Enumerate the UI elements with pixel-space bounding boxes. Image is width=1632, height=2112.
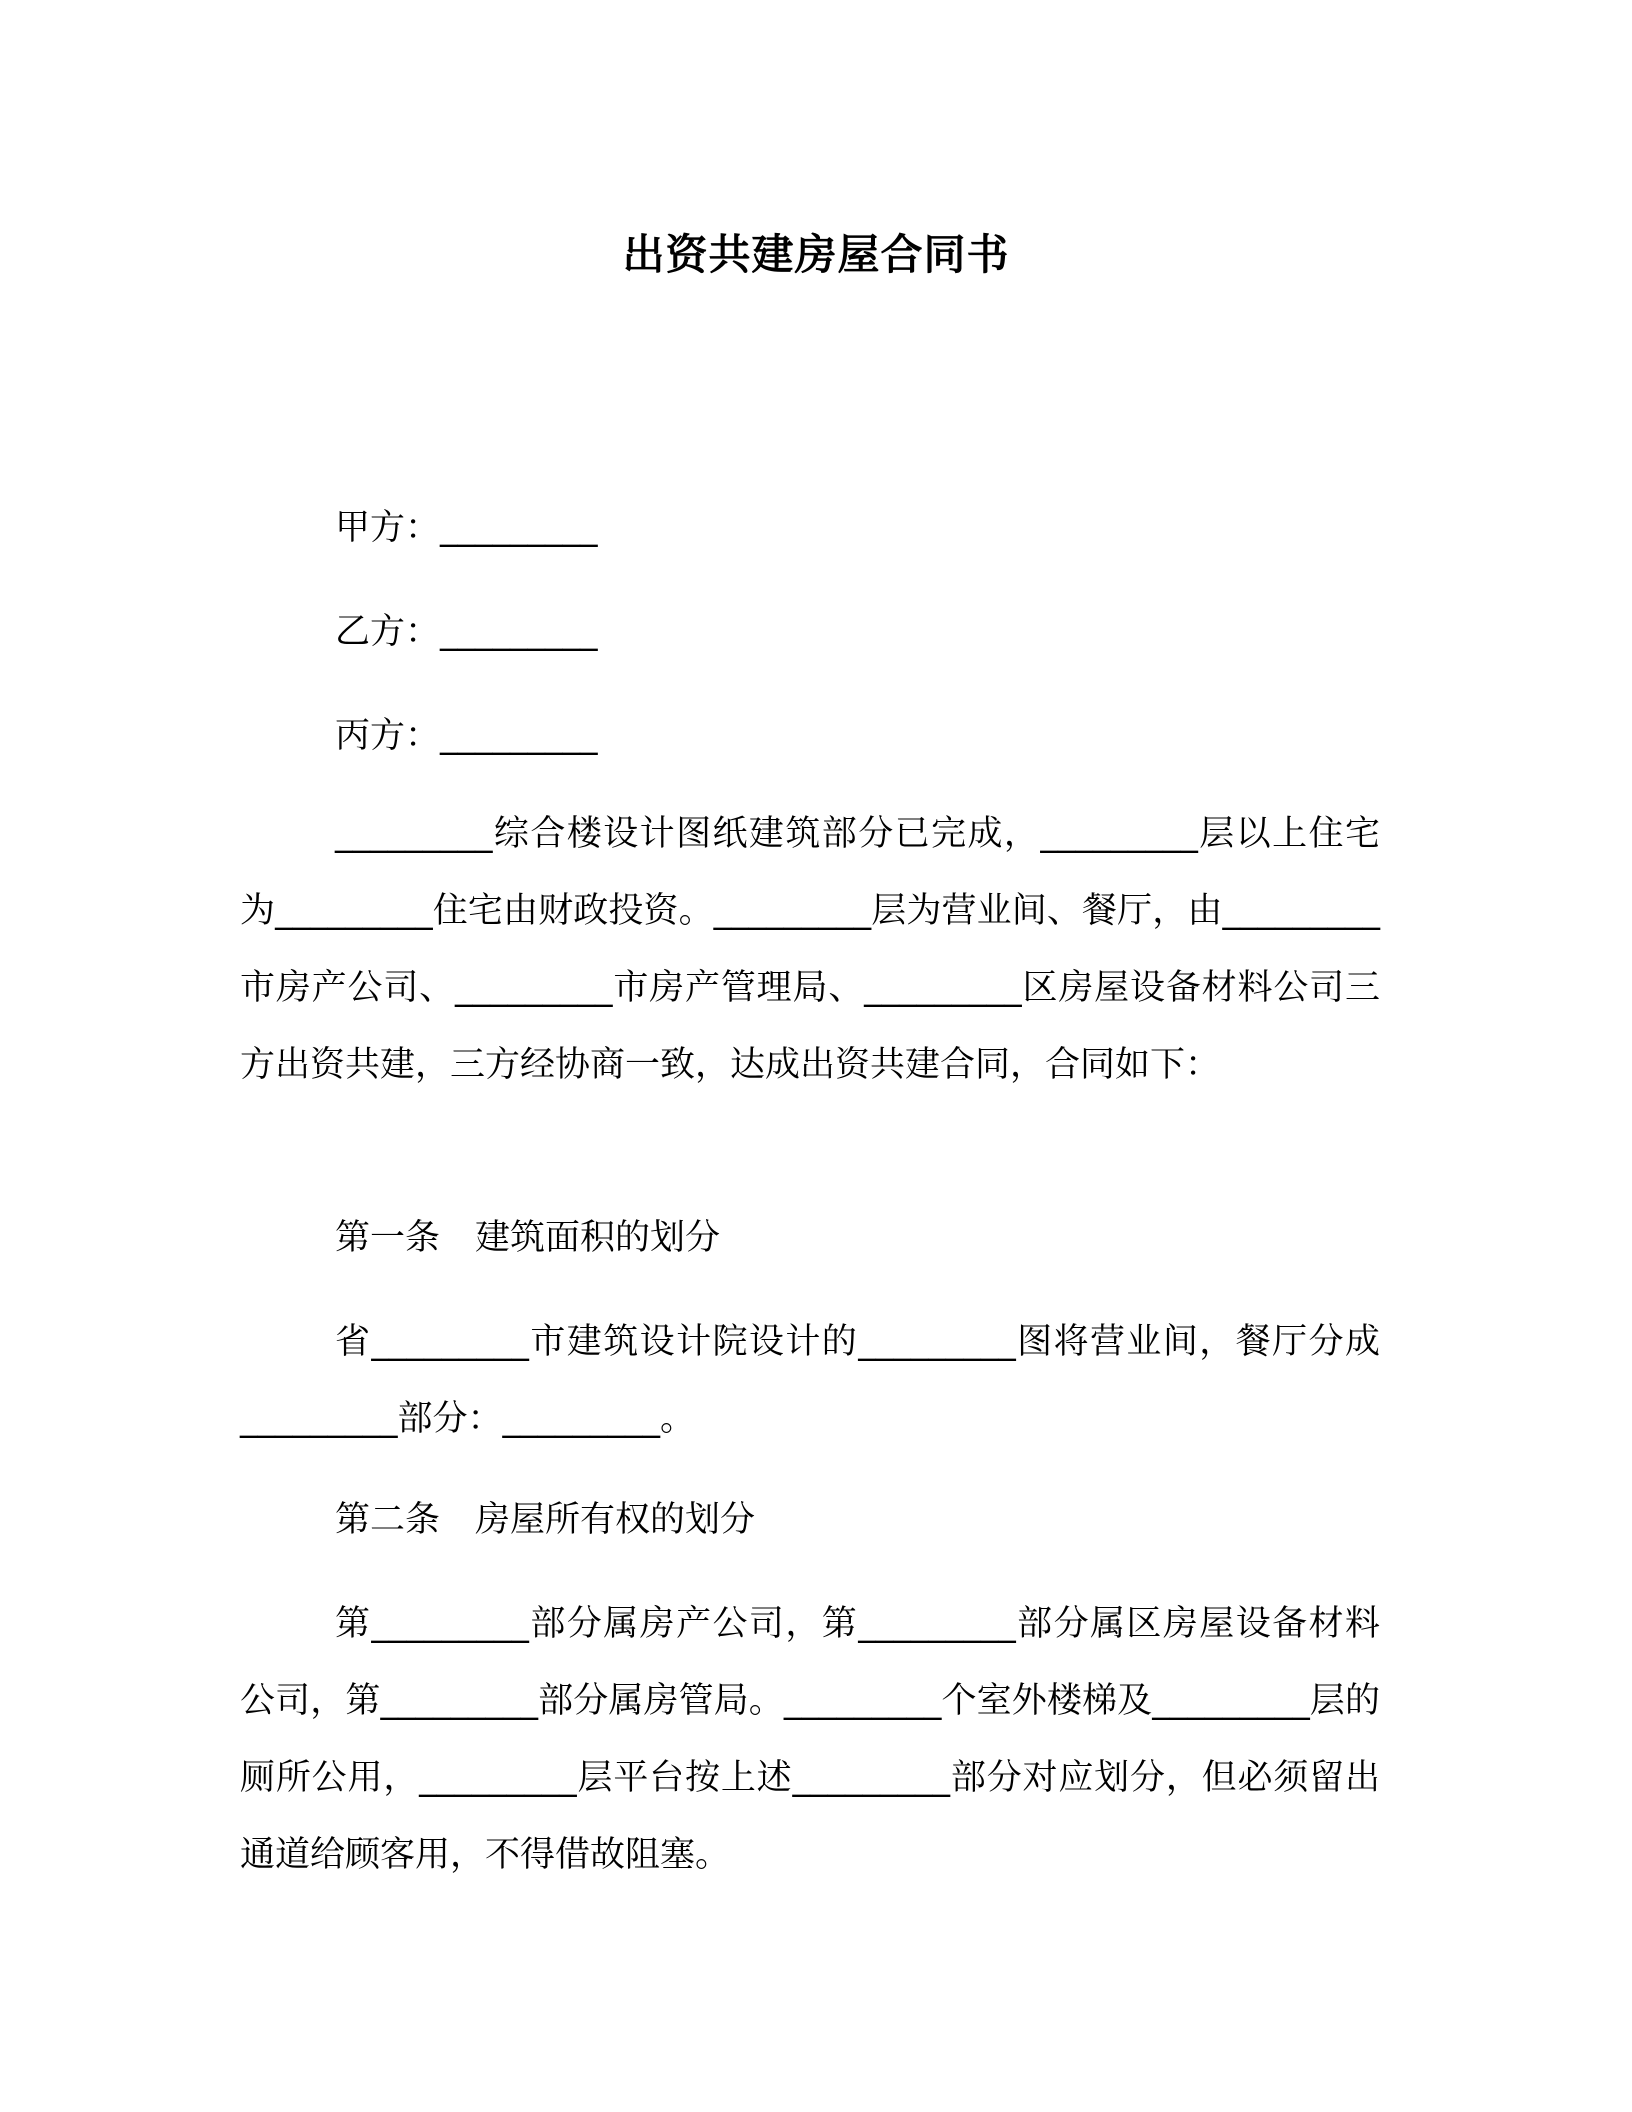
- party-c-line: 丙方：_________: [335, 716, 598, 756]
- party-a-line: 甲方：_________: [335, 508, 598, 548]
- article-2-heading: 第二条 房屋所有权的划分: [335, 1500, 756, 1540]
- document-title: 出资共建房屋合同书: [622, 230, 1010, 279]
- article-1-heading: 第一条 建筑面积的划分: [335, 1218, 721, 1258]
- article-2-text: 第_________部分属房产公司，第_________部分属区房屋设备材料公司，第_________部分属房管局。_________个室外楼梯及_________层的厕所公用，_________层平台按上述_________部分对应划分，但必须留出通道给顾客用，不得借故阻塞。: [240, 1604, 1380, 1875]
- article-1-text: 省_________市建筑设计院设计的_________图将营业间，餐厅分成_________部分：_________。: [240, 1322, 1380, 1439]
- intro-paragraph: _________综合楼设计图纸建筑部分已完成，_________层以上住宅为_________住宅由财政投资。_________层为营业间、餐厅，由_________市房产公司、_________市房产管理局、_________区房屋设备材料公司三方出资共建，三方经协商一致，达成出资共建合同，合同如下：: [240, 814, 1380, 1085]
- party-b-line: 乙方：_________: [335, 612, 598, 652]
